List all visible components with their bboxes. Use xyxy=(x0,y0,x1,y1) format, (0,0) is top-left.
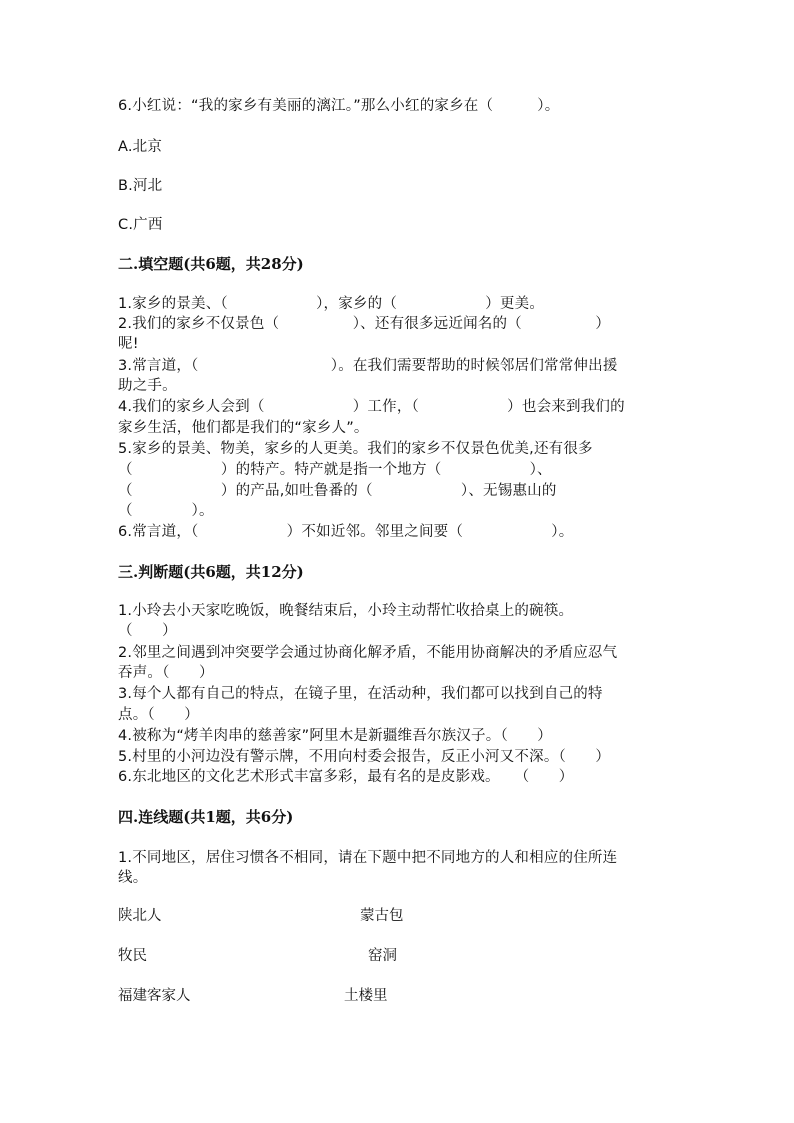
judge-line-6: 点。（ ） xyxy=(118,707,199,723)
fill-line-7: 家乡生活，他们都是我们的“家乡人”。 xyxy=(118,420,369,436)
judge-line-1: 1.小玲去小天家吃晚饭，晚餐结束后，小玲主动帮忙收拾桌上的碗筷。 xyxy=(118,603,574,619)
fill-line-5: 助之手。 xyxy=(118,378,177,394)
judge-line-2: （ ） xyxy=(118,623,177,639)
fill-line-1: 1.家乡的景美、（ ），家乡的（ ）更美。 xyxy=(118,296,545,312)
judge-line-4: 吞声。（ ） xyxy=(118,665,214,681)
match-line-2: 线。 xyxy=(118,870,148,886)
question-6-text: 6.小红说：“我的家乡有美丽的漓江。”那么小红的家乡在（ ）。 xyxy=(118,98,560,114)
judge-line-5: 3.每个人都有自己的特点，在镜子里，在活动种，我们都可以找到自己的特 xyxy=(118,686,603,702)
option-c: C.广西 xyxy=(118,217,163,233)
fill-line-11: （ ）。 xyxy=(118,503,214,519)
section-3-title: 三.判断题(共6题，共12分) xyxy=(118,563,304,581)
fill-line-3: 呢! xyxy=(118,336,139,352)
match-right-3: 土楼里 xyxy=(344,988,388,1004)
match-left-3: 福建客家人 xyxy=(118,988,191,1004)
fill-line-4: 3.常言道，（ ）。在我们需要帮助的时候邻居们常常伸出援 xyxy=(118,358,618,374)
fill-line-12: 6.常言道，（ ）不如近邻。邻里之间要（ ）。 xyxy=(118,524,574,540)
judge-line-7: 4.被称为“烤羊肉串的慈善家”阿里木是新疆维吾尔族汉子。（ ） xyxy=(118,728,553,744)
fill-line-6: 4.我们的家乡人会到（ ）工作，（ ）也会来到我们的 xyxy=(118,399,625,415)
match-line-1: 1.不同地区，居住习惯各不相同，请在下题中把不同地方的人和相应的住所连 xyxy=(118,850,618,866)
option-b: B.河北 xyxy=(118,178,163,194)
judge-line-3: 2.邻里之间遇到冲突要学会通过协商化解矛盾，不能用协商解决的矛盾应忍气 xyxy=(118,645,618,661)
match-left-1: 陕北人 xyxy=(118,908,162,924)
section-2-title: 二.填空题(共6题，共28分) xyxy=(118,255,304,273)
fill-line-10: （ ）的产品,如吐鲁番的（ ）、无锡惠山的 xyxy=(118,483,557,499)
section-4-title: 四.连线题(共1题，共6分) xyxy=(118,808,294,826)
fill-line-9: （ ）的特产。特产就是指一个地方（ ）、 xyxy=(118,462,552,478)
judge-line-9: 6.东北地区的文化艺术形式丰富多彩，最有名的是皮影戏。 （ ） xyxy=(118,769,574,785)
match-left-2: 牧民 xyxy=(118,948,147,964)
match-right-1: 蒙古包 xyxy=(360,908,404,924)
option-a: A.北京 xyxy=(118,139,163,155)
fill-line-8: 5.家乡的景美、物美，家乡的人更美。我们的家乡不仅景色优美,还有很多 xyxy=(118,441,593,457)
judge-line-8: 5.村里的小河边没有警示牌，不用向村委会报告，反正小河又不深。（ ） xyxy=(118,749,611,765)
fill-line-2: 2.我们的家乡不仅景色（ ）、还有很多远近闻名的（ ） xyxy=(118,316,611,332)
match-right-2: 窑洞 xyxy=(368,948,397,964)
